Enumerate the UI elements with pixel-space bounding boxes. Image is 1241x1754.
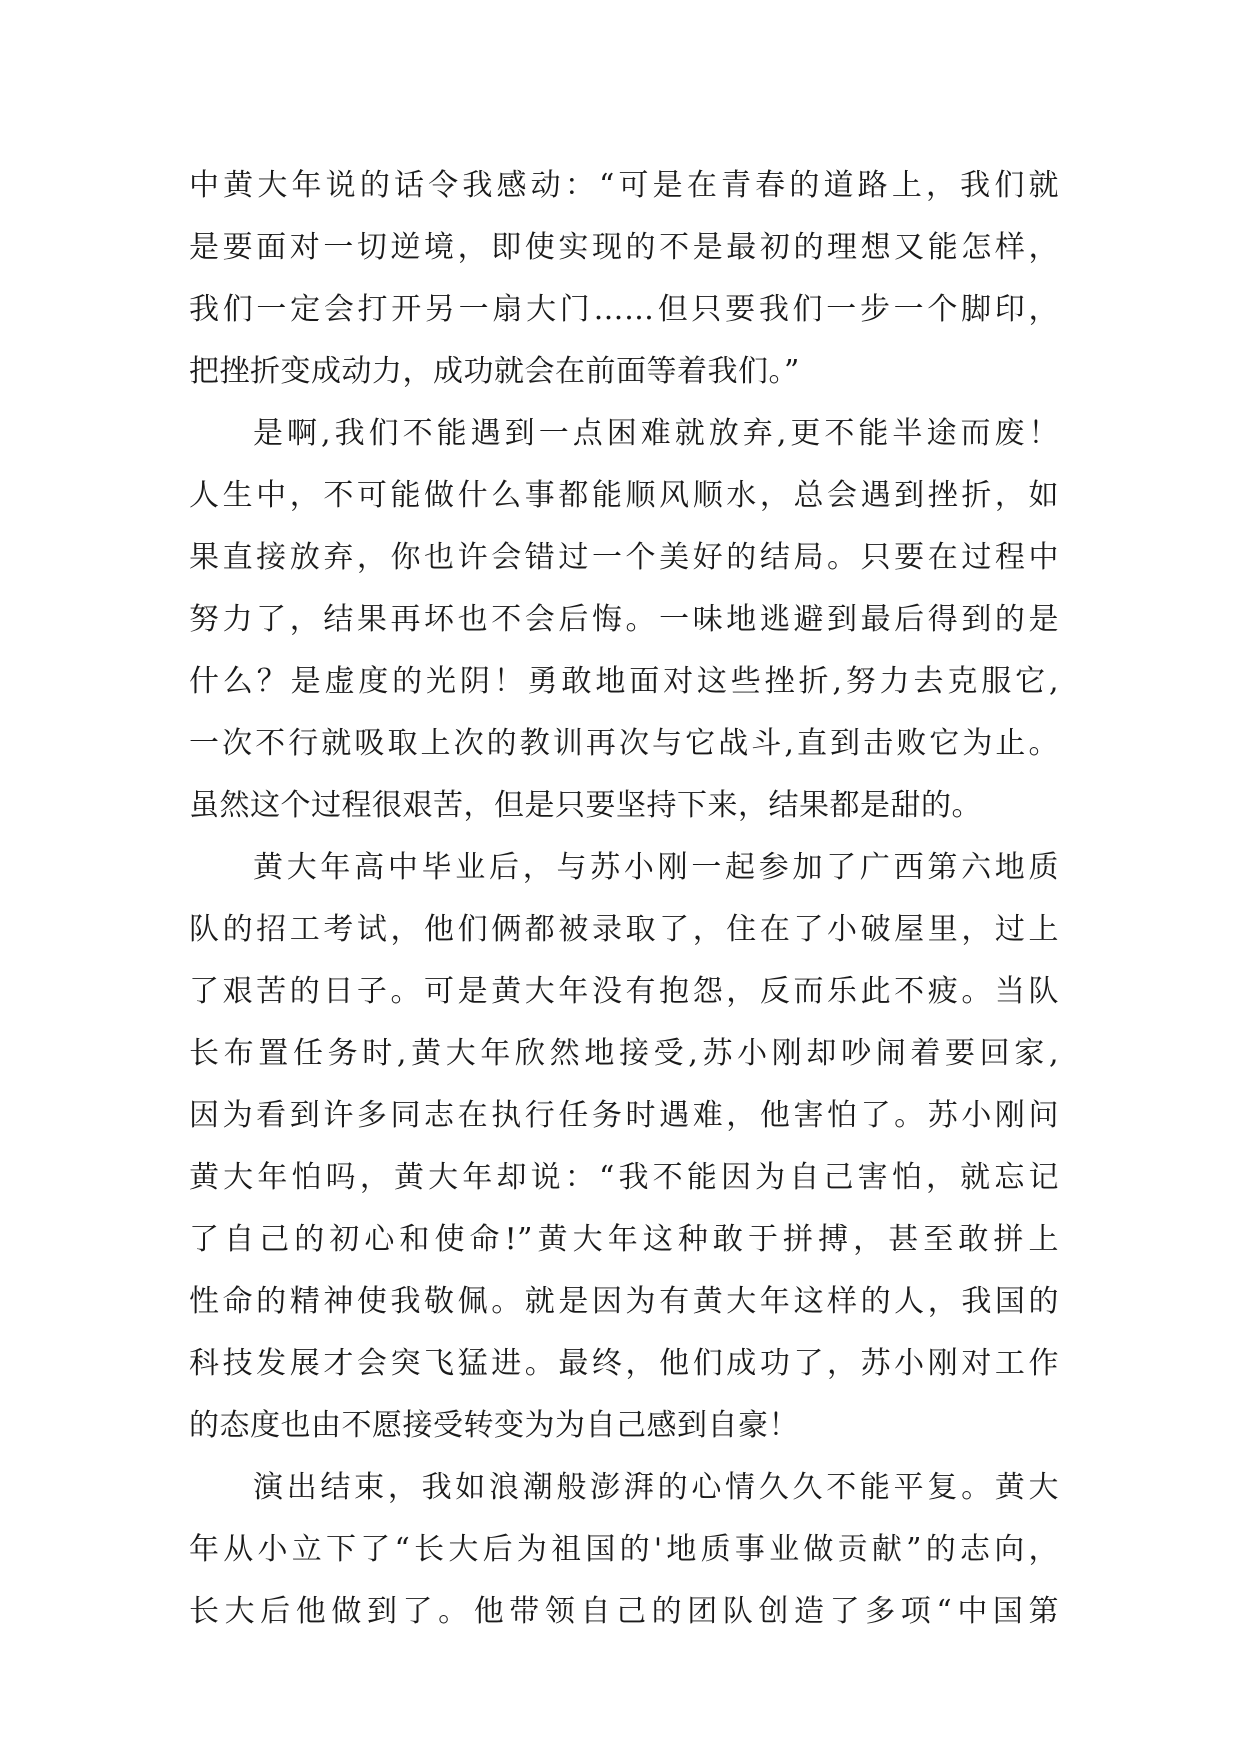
text-line: 的态度也由不愿接受转变为为自己感到自豪！ <box>189 1408 799 1443</box>
text-line: 因为看到许多同志在执行任务时遇难，他害怕了。苏小刚问 <box>189 1098 1059 1133</box>
text-line: 了艰苦的日子。可是黄大年没有抱怨，反而乐此不疲。当队 <box>189 974 1059 1009</box>
text-line: 长布置任务时,黄大年欣然地接受,苏小刚却吵闹着要回家, <box>189 1036 1059 1071</box>
text-line: 黄大年高中毕业后，与苏小刚一起参加了广西第六地质 <box>253 850 1059 885</box>
text-line: 把挫折变成动力，成功就会在前面等着我们。” <box>189 354 800 389</box>
text-line: 是啊,我们不能遇到一点困难就放弃,更不能半途而废！ <box>253 416 1059 451</box>
text-line: 我们一定会打开另一扇大门……但只要我们一步一个脚印， <box>189 292 1059 327</box>
text-line: 什么？是虚度的光阴！勇敢地面对这些挫折,努力去克服它, <box>189 664 1059 699</box>
text-line: 了自己的初心和使命!”黄大年这种敢于拼搏，甚至敢拼上 <box>189 1222 1059 1257</box>
text-line: 性命的精神使我敬佩。就是因为有黄大年这样的人，我国的 <box>189 1284 1059 1319</box>
text-line: 演出结束，我如浪潮般澎湃的心情久久不能平复。黄大 <box>253 1470 1059 1505</box>
text-line: 队的招工考试，他们俩都被录取了，住在了小破屋里，过上 <box>189 912 1059 947</box>
text-line: 长大后他做到了。他带领自己的团队创造了多项“中国第 <box>189 1594 1059 1629</box>
text-line: 一次不行就吸取上次的教训再次与它战斗,直到击败它为止。 <box>189 726 1059 761</box>
text-line: 是要面对一切逆境，即使实现的不是最初的理想又能怎样， <box>189 230 1059 265</box>
text-line: 人生中，不可能做什么事都能顺风顺水，总会遇到挫折，如 <box>189 478 1059 513</box>
text-line: 黄大年怕吗，黄大年却说：“我不能因为自己害怕，就忘记 <box>189 1160 1059 1195</box>
text-line: 年从小立下了“长大后为祖国的'地质事业做贡献”的志向， <box>189 1532 1059 1567</box>
text-line: 果直接放弃，你也许会错过一个美好的结局。只要在过程中 <box>189 540 1059 575</box>
text-line: 努力了，结果再坏也不会后悔。一味地逃避到最后得到的是 <box>189 602 1059 637</box>
text-line: 科技发展才会突飞猛进。最终，他们成功了，苏小刚对工作 <box>189 1346 1059 1381</box>
body-text <box>189 155 1059 1643</box>
text-line: 中黄大年说的话令我感动：“可是在青春的道路上，我们就 <box>189 168 1059 203</box>
text-line: 虽然这个过程很艰苦，但是只要坚持下来，结果都是甜的。 <box>189 788 982 823</box>
